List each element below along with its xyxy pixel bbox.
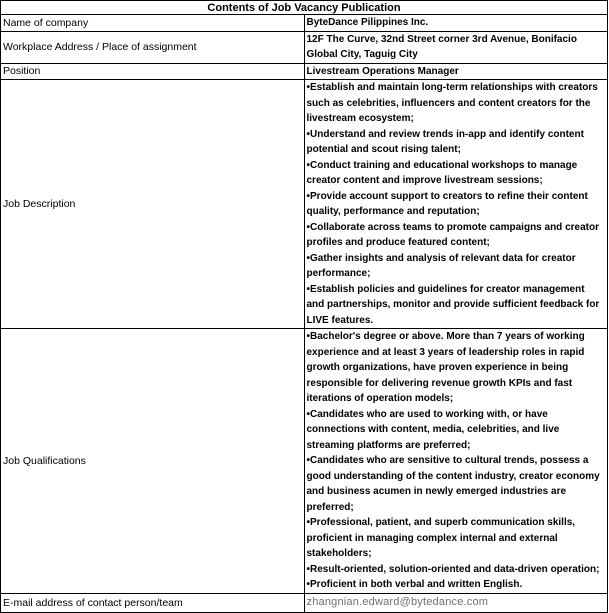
email-label: E-mail address of contact person/team: [1, 593, 305, 612]
description-row: [1, 80, 608, 329]
qualification-item: •Candidates who are used to working with, or have connections with content, media, celebrities, and live streaming platforms are preferred;: [306, 408, 560, 451]
description-item: •Establish policies and guidelines for creator management and partnerships, monitor and provide sufficient feedback for LIVE features.: [306, 283, 600, 326]
email-value[interactable]: zhangnian.edward@bytedance.com: [304, 593, 608, 612]
description-item: •Conduct training and educational workshops to manage creator content and improve livestream sessions;: [306, 159, 578, 186]
qualifications-row: [1, 329, 608, 594]
description-label: Job Description: [1, 80, 305, 329]
description-item: •Provide account support to creators to refine their content quality, performance and reputation;: [306, 190, 588, 217]
description-value: [304, 80, 608, 329]
company-label: Name of company: [1, 15, 305, 32]
position-label: Position: [1, 63, 305, 80]
table-title: Contents of Job Vacancy Publication: [1, 1, 608, 15]
email-row: [1, 593, 608, 612]
qualification-item: •Result-oriented, solution-oriented and data-driven operation;: [306, 563, 600, 575]
description-item: •Collaborate across teams to promote campaigns and creator profiles and produce featured content;: [306, 221, 599, 248]
description-item: •Gather insights and analysis of relevant data for creator performance;: [306, 252, 576, 279]
position-value: Livestream Operations Manager: [304, 63, 608, 80]
address-row: [1, 31, 608, 63]
qualification-item: •Proficient in both verbal and written English.: [306, 579, 523, 590]
qualifications-value: [304, 329, 608, 594]
qualification-item: •Professional, patient, and superb communication skills, proficient in managing complex internal and external stakeholders;: [306, 517, 576, 559]
qualification-item: •Bachelor's degree or above. More than 7 years of working experience and at least 3 years of leadership roles in rapid growth organizations, have proven experience in being responsible for delivering revenue growth KPIs and fast iterations of operation models;: [306, 331, 585, 404]
description-item: •Understand and review trends in-app and identify content potential and scout rising talent;: [306, 128, 584, 155]
address-label: Workplace Address / Place of assignment: [1, 31, 305, 63]
qualifications-label: Job Qualifications: [1, 329, 305, 594]
qualification-item: •Candidates who are sensitive to cultural trends, possess a good understanding of the content industry, creator economy and business acumen in newly emerged industries are preferred;: [306, 455, 600, 513]
description-item: •Establish and maintain long-term relationships with creators such as celebrities, influencers and content creators for the livestream ecosystem;: [306, 82, 598, 124]
company-value: ByteDance Pilippines Inc.: [304, 15, 608, 32]
address-value: 12F The Curve, 32nd Street corner 3rd Avenue, Bonifacio Global City, Taguig City: [304, 31, 608, 63]
company-row: [1, 15, 608, 32]
position-row: [1, 63, 608, 80]
